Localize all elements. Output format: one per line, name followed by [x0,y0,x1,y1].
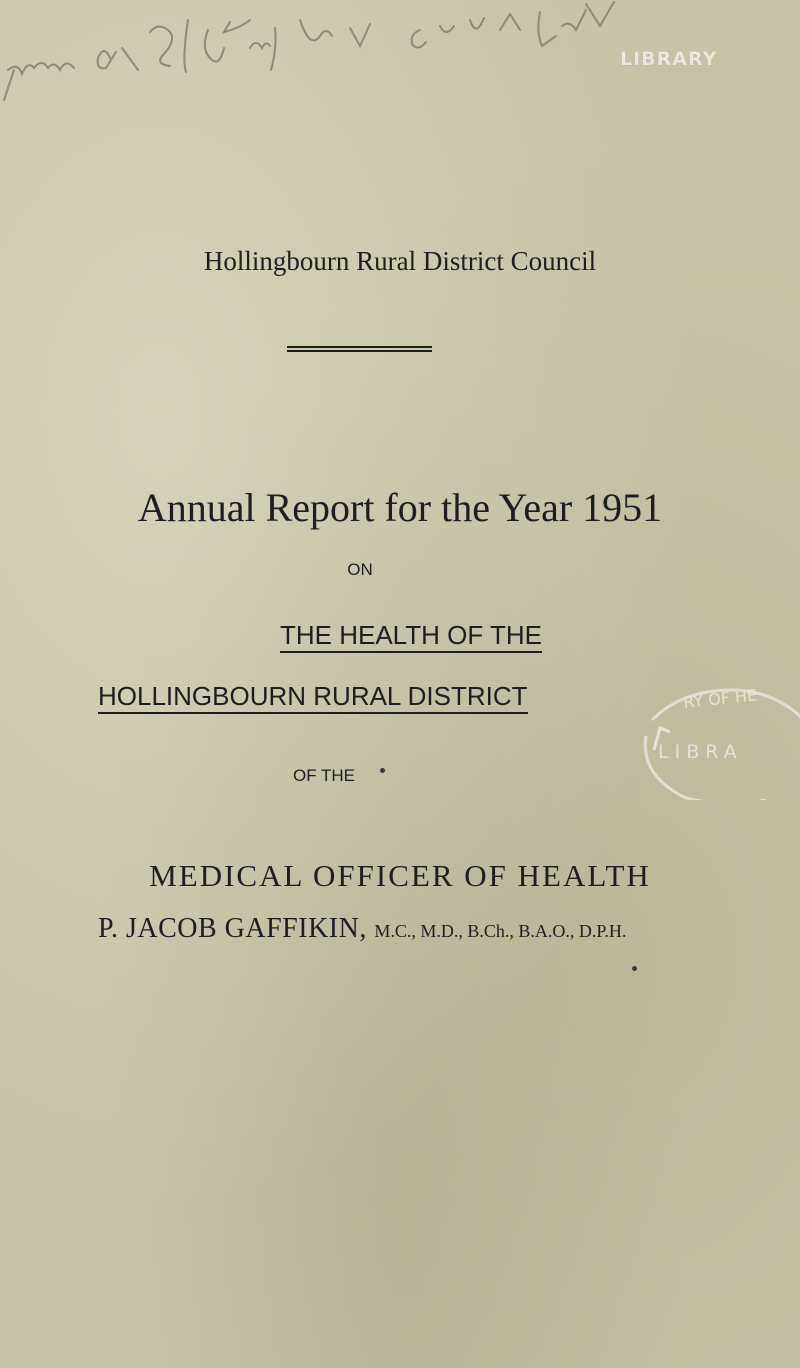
stamp-center-text: LIBRA [658,741,743,763]
connector-on: ON [347,560,373,579]
author-line [98,913,626,945]
council-name: Hollingbourn Rural District Council [203,246,597,276]
author-qualifications: M.C., M.D., B.Ch., B.A.O., D.P.H. [374,921,627,941]
speck-dot [632,966,637,971]
subject-line-health: THE HEALTH OF THE [280,619,542,653]
library-stamp [632,680,800,800]
handwritten-annotation [0,0,640,110]
officer-title: MEDICAL OFFICER OF HEALTH [149,858,651,893]
author-name: P. JACOB GAFFIKIN, [98,913,367,944]
stamp-arc-text: RY OF HE [682,685,758,712]
subject-line-district: HOLLINGBOURN RURAL DISTRICT [98,680,528,714]
connector-of-the: OF THE [293,766,356,785]
speck-dot [380,768,385,773]
library-stamp-label: LIBRARY [620,48,718,70]
double-rule-divider [287,346,432,352]
report-title: Annual Report for the Year 1951 [137,485,663,530]
